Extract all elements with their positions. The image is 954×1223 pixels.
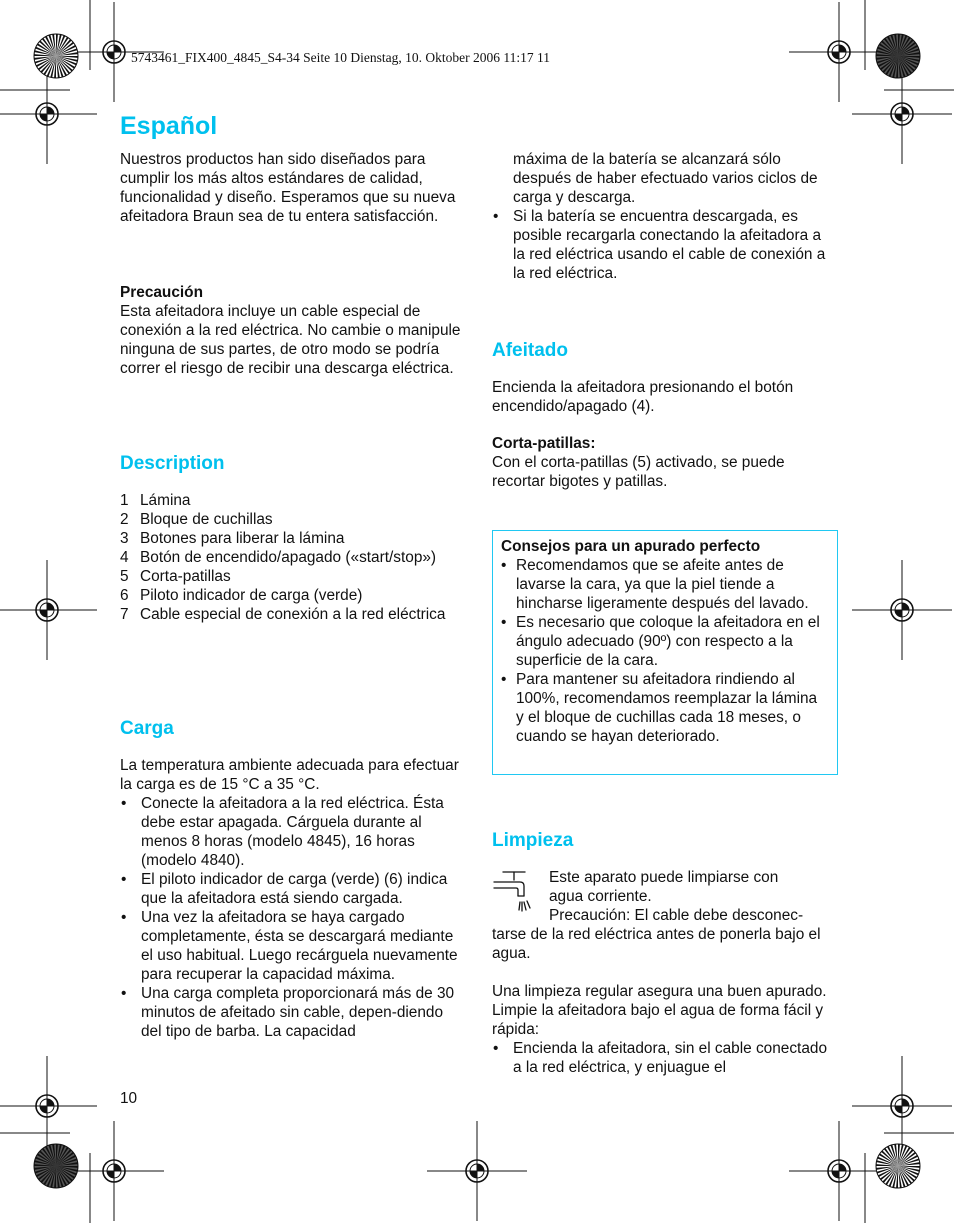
caution-heading: Precaución xyxy=(120,284,203,301)
cleaning-list xyxy=(492,1039,837,1077)
caution-text: Esta afeitadora incluye un cable especial de conexión a la red eléctrica. No cambie o manipule ninguna de sus partes, de otro modo se podría correr el riesgo de recibir una descarga eléctrica. xyxy=(120,303,461,377)
radial-starburst-icon xyxy=(876,34,920,78)
crosshair-registration-icon xyxy=(64,1121,164,1221)
tips-bullet: • Es necesario que coloque la afeitadora en el ángulo adecuado (90º) con respecto a la superficie de la cara. xyxy=(501,613,829,670)
radial-starburst-icon xyxy=(876,1144,920,1188)
page-number: 10 xyxy=(120,1090,138,1107)
description-item: 3 Botones para liberar la lámina xyxy=(120,530,345,547)
tips-bullet: • Recomendamos que se afeite antes de lavarse la cara, ya que la piel tiende a hincharse ligeramente después del lavado. xyxy=(501,556,829,613)
shaving-heading: Afeitado xyxy=(492,340,568,361)
trimmer-heading: Corta-patillas: xyxy=(492,435,596,452)
description-item: 7 Cable especial de conexión a la red eléctrica xyxy=(120,606,446,623)
header-slug: 5743461_FIX400_4845_S4-34 Seite 10 Dienstag, 10. Oktober 2006 11:17 11 xyxy=(131,50,550,65)
charging-bullet: • Una carga completa proporcionará más de 30 minutos de afeitado sin cable, depen-diendo del tipo de barba. La capacidad xyxy=(120,984,465,1041)
radial-starburst-icon xyxy=(34,34,78,78)
charging-list xyxy=(120,794,465,1041)
cleaning-section xyxy=(492,868,837,1077)
crosshair-registration-icon xyxy=(0,1056,97,1156)
description-item: 6 Piloto indicador de carga (verde) xyxy=(120,587,363,604)
description-item: 2 Bloque de cuchillas xyxy=(120,511,273,528)
cleaning-line: Precaución: El cable debe desconec- xyxy=(549,907,804,924)
crosshair-registration-icon xyxy=(0,64,97,164)
crosshair-registration-icon xyxy=(789,2,889,102)
charging-list-more xyxy=(492,207,837,283)
crosshair-registration-icon xyxy=(427,1121,527,1221)
cleaning-line: agua corriente. xyxy=(549,888,652,905)
charging-section xyxy=(120,756,465,1041)
tips-bullet: • Para mantener su afeitadora rindiendo al 100%, recomendamos reemplazar la lámina y el bloque de cuchillas cada 18 meses, o cuando se hayan deteriorado. xyxy=(501,670,829,746)
crosshair-registration-icon xyxy=(0,560,97,660)
cleaning-paragraph: Una limpieza regular asegura una buen apurado. Limpie la afeitadora bajo el agua de forma fácil y rápida: xyxy=(492,983,827,1038)
charging-heading: Carga xyxy=(120,718,174,739)
description-item: 5 Corta-patillas xyxy=(120,568,231,585)
crosshair-registration-icon xyxy=(852,64,952,164)
charging-continued xyxy=(492,150,837,283)
tips-heading: Consejos para un apurado perfecto xyxy=(501,538,761,555)
cleaning-bullet: • Encienda la afeitadora, sin el cable conectado a la red eléctrica, y enjuague el xyxy=(492,1039,837,1077)
cleaning-heading: Limpieza xyxy=(492,830,574,851)
charging-continuation: máxima de la batería se alcanzará sólo después de haber efectuado varios ciclos de carga y descarga. xyxy=(513,151,818,206)
charging-bullet: • Conecte la afeitadora a la red eléctrica. Ésta debe estar apagada. Cárguela durante al menos 8 horas (modelo 4845), 16 horas (modelo 4840). xyxy=(120,794,465,870)
crosshair-registration-icon xyxy=(852,1056,952,1156)
page-title: Español xyxy=(120,112,218,140)
crosshair-registration-icon xyxy=(852,560,952,660)
intro-paragraph: Nuestros productos han sido diseñados para cumplir los más altos estándares de calidad, funcionalidad y diseño. Esperamos que su nueva afeitadora Braun sea de tu entera satisfacción. xyxy=(120,151,456,225)
shaving-text: Encienda la afeitadora presionando el botón encendido/apagado (4). xyxy=(492,379,794,415)
description-list xyxy=(120,491,465,624)
charging-intro: La temperatura ambiente adecuada para efectuar la carga es de 15 °C a 35 °C. xyxy=(120,757,459,793)
tips-list xyxy=(501,556,829,746)
charging-bullet: • El piloto indicador de carga (verde) (6) indica que la afeitadora está siendo cargada. xyxy=(120,870,465,908)
crosshair-registration-icon xyxy=(789,1121,889,1221)
cleaning-rest: tarse de la red eléctrica antes de ponerla bajo el agua. xyxy=(492,926,821,962)
charging-bullet: • Una vez la afeitadora se haya cargado completamente, ésta se descargará mediante el uso habitual. Luego recárguela nuevamente para recuperar la capacidad máxima. xyxy=(120,908,465,984)
cleaning-line: Este aparato puede limpiarse con xyxy=(549,869,779,886)
description-heading: Description xyxy=(120,453,225,474)
trimmer-text: Con el corta-patillas (5) activado, se puede recortar bigotes y patillas. xyxy=(492,454,785,490)
tips-box xyxy=(492,530,838,775)
charging-bullet: • Si la batería se encuentra descargada, es posible recargarla conectando la afeitadora a la red eléctrica usando el cable de conexión a la red eléctrica. xyxy=(492,207,837,283)
description-item: 4 Botón de encendido/apagado («start/stop») xyxy=(120,549,437,566)
radial-starburst-icon xyxy=(34,1144,78,1188)
description-item: 1 Lámina xyxy=(120,492,191,509)
